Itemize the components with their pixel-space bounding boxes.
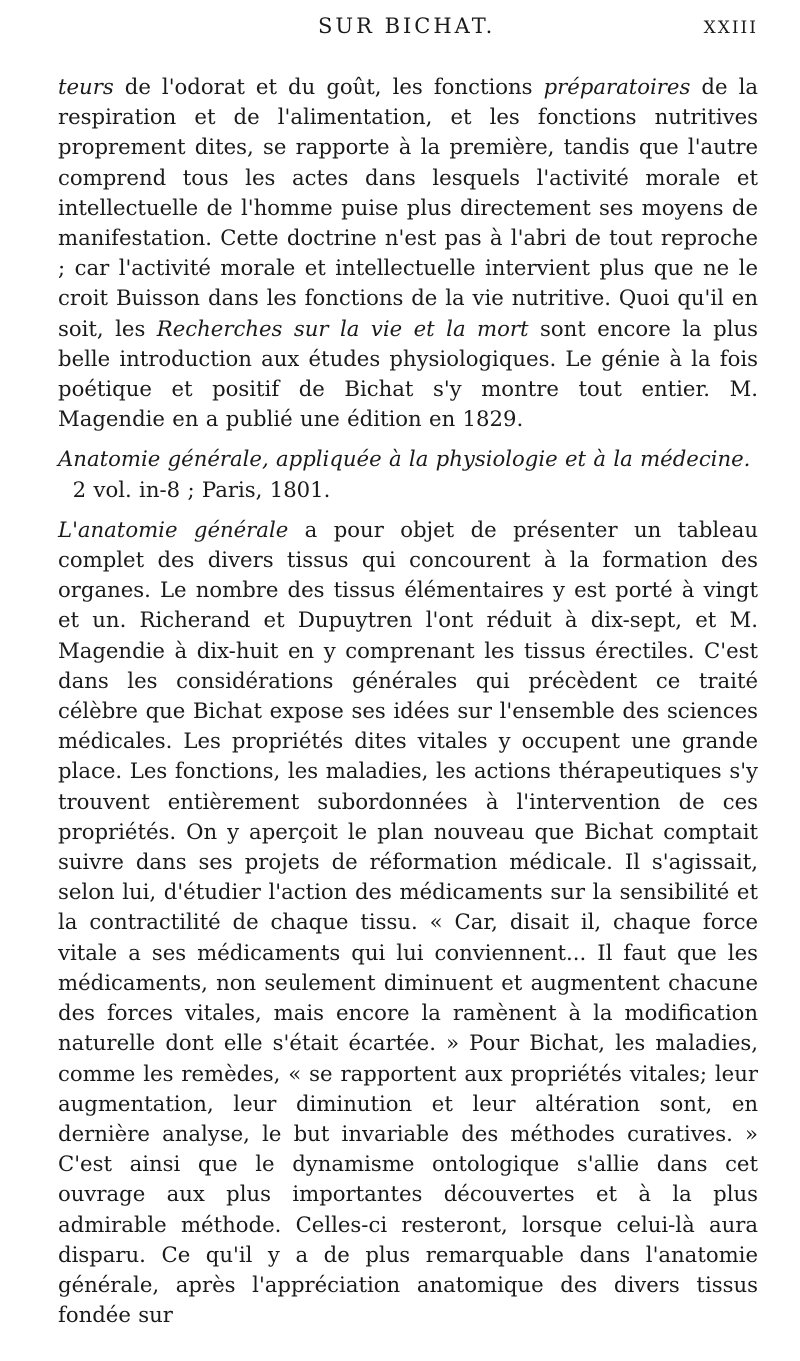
text-run: de la respiration et de l'alimentation, et les fonctions nutritives proprement dites, se rapporte à la première, tandis que l'autre comprend tous les actes dans lesquels l'activité morale et intellectuelle de l'homme puise plus directement ses moyens de manifestation. Cette doctrine n'est pas à l'abri de tout reproche ; car l'activité morale et intellectuelle intervient plus que ne le croit Buisson dans les fonctions de la vie nutritive. Quoi qu'il en soit, les: [58, 74, 758, 341]
body-text: [58, 72, 758, 1330]
page-number: XXIII: [703, 18, 758, 38]
entry-imprint: 2 vol. in-8 ; Paris, 1801.: [72, 476, 331, 502]
entry-title-italic: Anatomie générale, appliquée à la physiologie et à la médecine.: [58, 446, 751, 472]
italic-text: L'anatomie générale: [58, 516, 289, 542]
italic-text: préparatoires: [543, 74, 691, 99]
running-title: SUR BICHAT.: [318, 14, 496, 38]
text-run: a pour objet de présenter un tableau complet des divers tissus qui concourent à la formation des organes. Le nombre des tissus élémentaires y est porté à vingt et un. Richerand et Dupuytren l'ont réduit à dix-sept, et M. Magendie à dix-huit en y comprenant les tissus érectiles. C'est dans les considérations générales qui précèdent ce traité célèbre que Bichat expose ses idées sur l'ensemble des sciences médicales. Les propriétés dites vitales y occupent une grande place. Les fonctions, les maladies, les actions thérapeutiques s'y trouvent entièrement subordonnées à l'intervention de ces propriétés. On y aperçoit le plan nouveau que Bichat comptait suivre dans ses projets de réformation médicale. Il s'agissait, selon lui, d'étudier l'action des médicaments sur la sensibilité et la contractilité de chaque tissu. « Car, disait il, chaque force vitale a ses médicaments qui lui conviennent... Il faut que les médicaments, non seulement diminuent et augmentent chacune des forces vitales, mais encore la ramènent à la modification naturelle dont elle s'était écartée. » Pour Bichat, les maladies, comme les remèdes, « se rapportent aux propriétés vitales; leur augmentation, leur diminution et leur altération sont, en dernière analyse, le but invariable des méthodes curatives. » C'est ainsi que le dynamisme ontologique s'allie dans cet ouvrage aux plus importantes découvertes et à la plus admirable méthode. Celles-ci resteront, lorsque celui-là aura disparu. Ce qu'il y a de plus remarquable dans l'anatomie générale, après l'appréciation anatomique des divers tissus fondée sur: [58, 516, 758, 1328]
text-run: de l'odorat et du goût, les fonctions: [113, 74, 544, 99]
paragraph-continuation: [58, 72, 758, 434]
italic-text: teurs: [58, 74, 114, 99]
bibliography-entry-imprint: [58, 475, 758, 505]
running-head: [0, 14, 800, 48]
italic-work-title: Recherches sur la vie et la mort: [156, 315, 529, 341]
bibliography-entry-title: [58, 444, 758, 474]
paragraph: [58, 515, 758, 1330]
text-run: sont encore la plus belle introduction aux études physiologiques. Le génie à la fois poétique et positif de Bichat s'y montre tout entier. M. Magendie en a publié une édition en 1829.: [58, 315, 758, 432]
